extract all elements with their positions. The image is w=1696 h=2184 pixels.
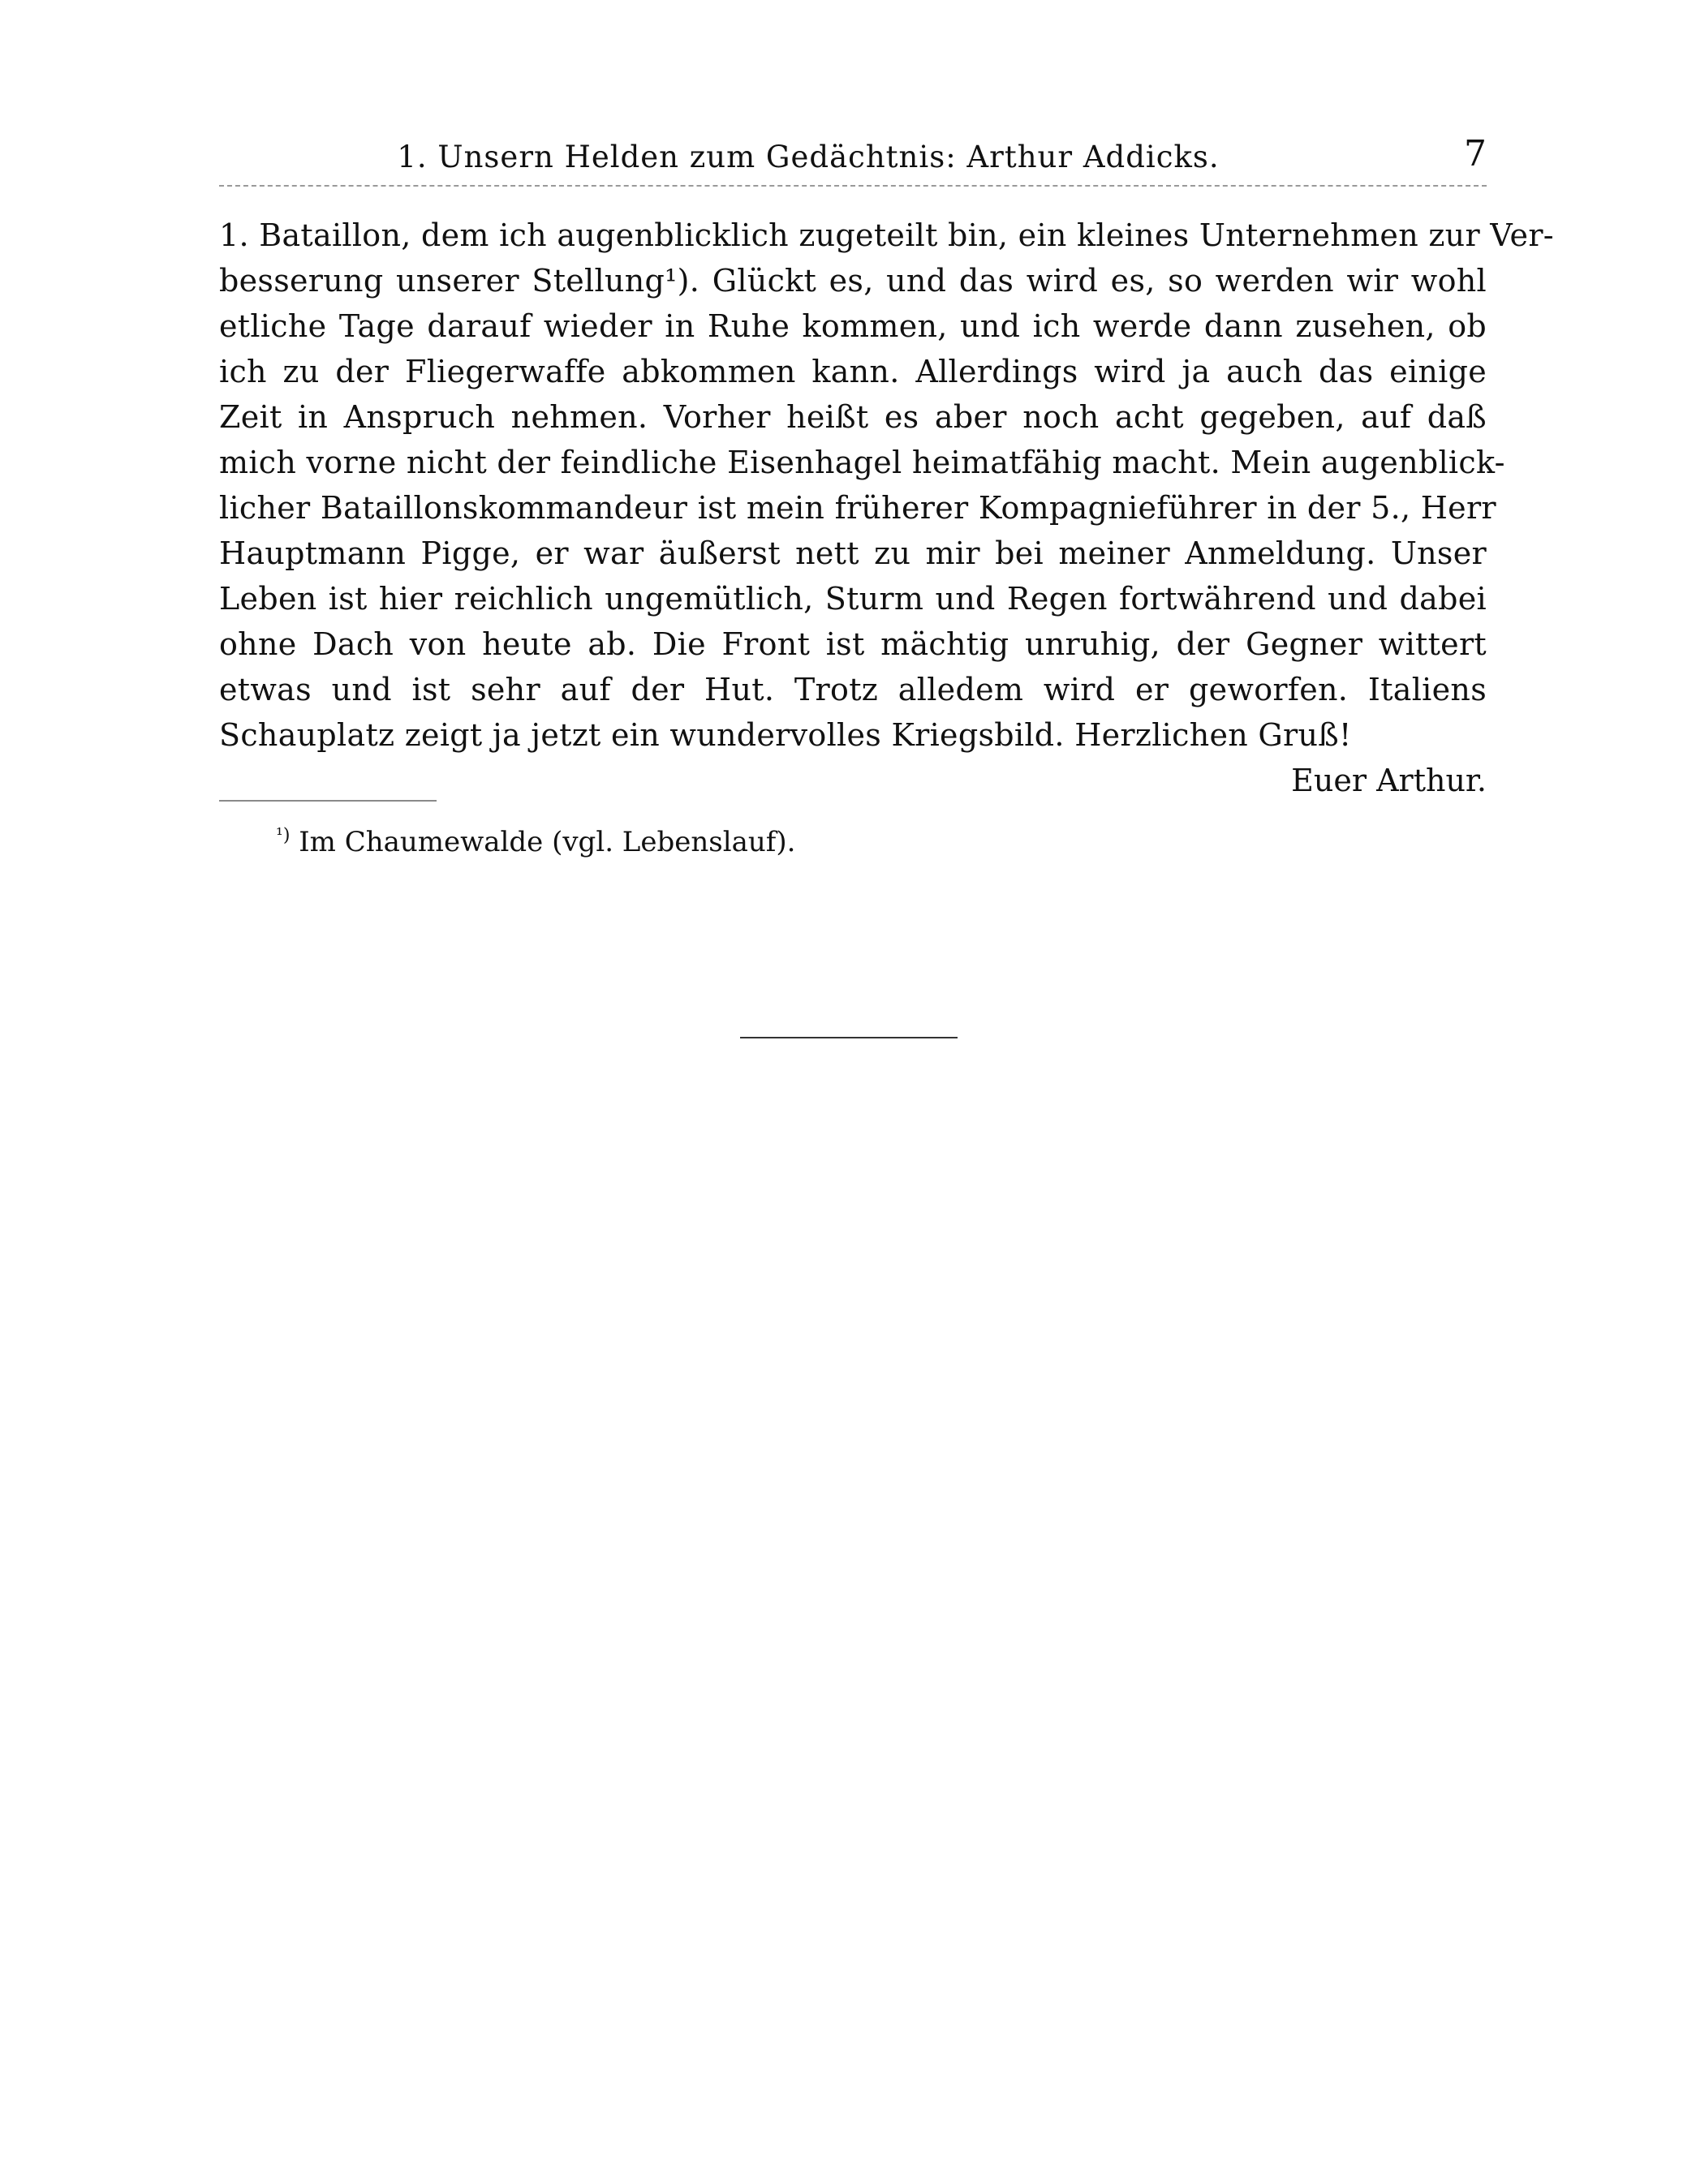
end-rule: [740, 1037, 958, 1038]
text-line: Schauplatz zeigt ja jetzt ein wundervolles Kriegsbild. Herzlichen Gruß!: [219, 717, 1352, 753]
text-line: ich zu der Fliegerwaffe abkommen kann. Allerdings wird ja auch das einige: [219, 354, 1487, 389]
text-line: mich vorne nicht der feindliche Eisenhagel heimatfähig macht. Mein augenblick-: [219, 445, 1505, 480]
running-title: 1. Unsern Helden zum Gedächtnis: Arthur Addicks.: [397, 140, 1220, 174]
text-line: licher Bataillonskommandeur ist mein früherer Kompagnieführer in der 5., Herr: [219, 490, 1496, 526]
text-line: ohne Dach von heute ab. Die Front ist mächtig unruhig, der Gegner wittert: [219, 626, 1487, 662]
page-number: 7: [1464, 133, 1487, 174]
text-line: Hauptmann Pigge, er war äußerst nett zu mir bei meiner Anmeldung. Unser: [219, 535, 1487, 571]
text-line: 1. Bataillon, dem ich augenblicklich zugeteilt bin, ein kleines Unternehmen zur Ver-: [219, 217, 1554, 253]
letter-body: [219, 213, 1554, 803]
text-line: Leben ist hier reichlich ungemütlich, Sturm und Regen fortwährend und dabei: [219, 581, 1487, 617]
text-line: etwas und ist sehr auf der Hut. Trotz alledem wird er geworfen. Italiens: [219, 672, 1487, 707]
running-head: [219, 133, 1487, 182]
footnote-rule: [219, 800, 437, 802]
footnote-marker: ¹): [276, 825, 291, 846]
text-line: etliche Tage darauf wieder in Ruhe kommen, und ich werde dann zusehen, ob: [219, 308, 1487, 344]
header-rule: [219, 185, 1487, 187]
footnote: [276, 819, 795, 865]
footnote-text: Im Chaumewalde (vgl. Lebenslauf).: [299, 826, 796, 858]
text-line: Zeit in Anspruch nehmen. Vorher heißt es aber noch acht gegeben, auf daß: [219, 399, 1487, 435]
signature: Euer Arthur.: [1291, 763, 1487, 798]
text-line: besserung unserer Stellung¹). Glückt es, und das wird es, so werden wir wohl: [219, 263, 1487, 299]
